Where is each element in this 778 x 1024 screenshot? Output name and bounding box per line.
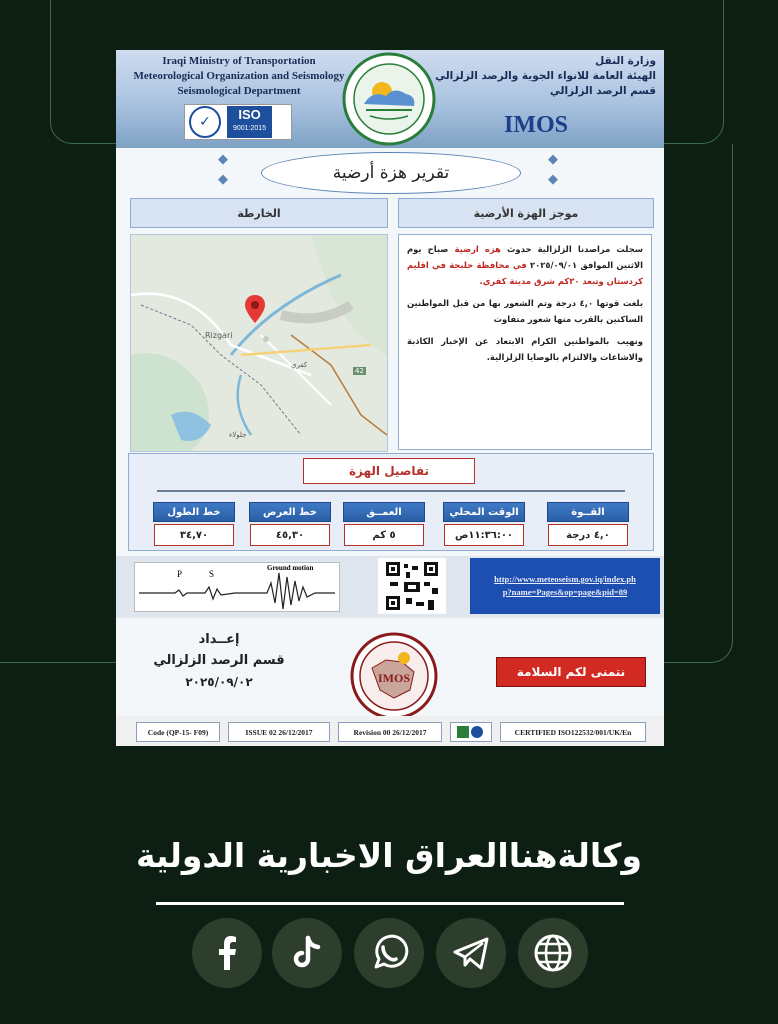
seismogram-graphic bbox=[134, 562, 340, 612]
seal-text: IMOS bbox=[377, 671, 411, 685]
imos-logo-text: IMOS bbox=[504, 112, 569, 138]
checkmark-icon: ✓ bbox=[189, 106, 221, 138]
iso-badge bbox=[184, 104, 292, 140]
map-road-number: 42 bbox=[355, 367, 364, 375]
footer-issue: ISSUE 02 26/12/2017 bbox=[228, 722, 330, 742]
longitude-value: ٣٤,٧٠ bbox=[154, 524, 234, 546]
earthquake-description bbox=[398, 234, 652, 450]
prepared-by bbox=[134, 630, 304, 692]
local-time-label: الوقت المحلي bbox=[443, 502, 525, 522]
longitude-label: خط الطول bbox=[153, 502, 235, 522]
p-wave-label: P bbox=[177, 569, 183, 579]
header-en-organization: Meteorological Organization and Seismology bbox=[133, 70, 345, 82]
safety-wish-banner: نتمنى لكم السلامة bbox=[496, 657, 646, 687]
header-en-department: Seismological Department bbox=[177, 85, 301, 97]
prepared-date: ٢٠٢٥/٠٩/٠٢ bbox=[185, 675, 253, 689]
document-footer bbox=[116, 716, 664, 746]
certification-logo-icon bbox=[450, 722, 492, 742]
diamond-icon: ◆ bbox=[218, 152, 228, 167]
latitude-value: ٤٥,٣٠ bbox=[250, 524, 330, 546]
organization-seal-logo bbox=[342, 52, 436, 146]
s-wave-label: S bbox=[209, 569, 215, 579]
qr-code[interactable] bbox=[378, 558, 446, 614]
location-pin-icon bbox=[245, 295, 265, 323]
report-header bbox=[116, 50, 664, 148]
prepared-department: قسم الرصد الزلزالي bbox=[153, 653, 285, 668]
iso-label: ISO bbox=[238, 107, 261, 122]
details-divider bbox=[157, 490, 625, 492]
description-paragraph-1: سجلت مراصدنا الزلزالية حدوث هزه ارضية صباح يوم الاثنين الموافق ٢٠٢٥/٠٩/٠١ في محافظة حلبجة في اقليم كردستان وتبعد ٣٠كم شرق مدينة كفري. bbox=[407, 244, 643, 286]
diamond-icon: ◆ bbox=[548, 172, 558, 187]
tiktok-icon[interactable] bbox=[272, 918, 342, 988]
report-title: تقرير هزة أرضية bbox=[261, 152, 521, 194]
telegram-icon[interactable] bbox=[436, 918, 506, 988]
website-url-line-2: p?name=Pages&op=page&pid=89 bbox=[502, 587, 628, 597]
prepared-label: إعــداد bbox=[198, 632, 240, 647]
depth-label: العمــق bbox=[343, 502, 425, 522]
epicenter-map bbox=[130, 234, 388, 452]
description-paragraph-3: ونهيب بالمواطنين الكرام الابتعاد عن الإخبار الكاذبة والاشاعات والالتزام بالوصايا الزلزالية. bbox=[407, 336, 643, 362]
header-ar-ministry: وزارة النقل bbox=[595, 55, 656, 67]
details-title: تفاصيل الهزة bbox=[303, 458, 475, 484]
imos-seal-logo bbox=[350, 632, 438, 720]
agency-name: وكالةهناالعراق الاخبارية الدولية bbox=[136, 836, 642, 875]
earthquake-report-card bbox=[116, 50, 664, 746]
facebook-icon[interactable] bbox=[192, 918, 262, 988]
header-ar-department: قسم الرصد الزلزالي bbox=[549, 85, 656, 97]
map-label-rizgari: Rizgari bbox=[205, 331, 233, 340]
globe-icon[interactable] bbox=[518, 918, 588, 988]
header-en-ministry: Iraqi Ministry of Transportation bbox=[162, 55, 316, 67]
map-label-jalawla: جلولاء bbox=[229, 431, 247, 439]
footer-code: Code (QP-15- F09) bbox=[136, 722, 220, 742]
earthquake-details bbox=[128, 453, 654, 551]
diamond-icon: ◆ bbox=[218, 172, 228, 187]
map-graphic bbox=[131, 235, 387, 451]
depth-value: ٥ كم bbox=[344, 524, 424, 546]
diamond-icon: ◆ bbox=[548, 152, 558, 167]
ground-motion-label: Ground motion bbox=[267, 564, 314, 572]
map-heading: الخارطة bbox=[130, 198, 388, 228]
website-link[interactable] bbox=[470, 558, 660, 614]
iso-number: 9001:2015 bbox=[233, 125, 267, 132]
footer-certified: CERTIFIED ISO122532/001/UK/En bbox=[500, 722, 646, 742]
description-paragraph-2: بلغت قوتها ٤,٠ درجة وتم الشعور بها من قبل المواطنين الساكنين بالقرب منها شعور متفاوت bbox=[407, 298, 643, 324]
agency-divider bbox=[156, 902, 624, 905]
latitude-label: خط العرض bbox=[249, 502, 331, 522]
magnitude-value: ٤,٠ درجة bbox=[548, 524, 628, 546]
magnitude-label: القــوة bbox=[547, 502, 629, 522]
website-url-line-1: http://www.meteoseism.gov.iq/index.ph bbox=[494, 574, 636, 584]
whatsapp-icon[interactable] bbox=[354, 918, 424, 988]
local-time-value: ١١:٣٦:٠٠ص bbox=[444, 524, 524, 546]
header-ar-organization: الهيئة العامة للانواء الجوية والرصد الزلزالي bbox=[435, 70, 656, 82]
summary-heading: موجز الهزة الأرضية bbox=[398, 198, 654, 228]
footer-revision: Revision 00 26/12/2017 bbox=[338, 722, 442, 742]
map-label-kifri: كفري bbox=[291, 361, 308, 369]
title-band bbox=[116, 148, 664, 196]
